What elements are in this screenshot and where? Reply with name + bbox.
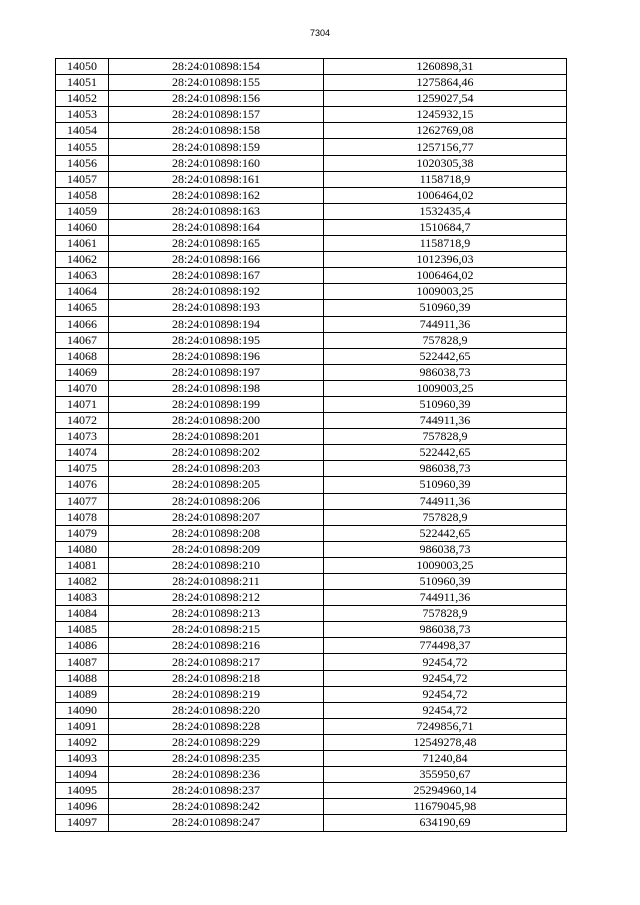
value-cell: 1009003,25	[324, 284, 567, 300]
table-row	[56, 541, 567, 557]
table-row	[56, 622, 567, 638]
value-cell: 1012396,03	[324, 252, 567, 268]
cadastral-number-cell: 28:24:010898:215	[109, 622, 324, 638]
value-cell: 1006464,02	[324, 187, 567, 203]
row-number-cell: 14078	[56, 509, 109, 525]
value-cell: 1009003,25	[324, 380, 567, 396]
cadastral-number-cell: 28:24:010898:201	[109, 429, 324, 445]
row-number-cell: 14050	[56, 59, 109, 75]
value-cell: 1006464,02	[324, 268, 567, 284]
cadastral-number-cell: 28:24:010898:206	[109, 493, 324, 509]
value-cell: 744911,36	[324, 590, 567, 606]
value-cell: 92454,72	[324, 670, 567, 686]
table-row	[56, 477, 567, 493]
row-number-cell: 14056	[56, 155, 109, 171]
table-row	[56, 686, 567, 702]
table-row	[56, 654, 567, 670]
value-cell: 1245932,15	[324, 107, 567, 123]
cadastral-number-cell: 28:24:010898:200	[109, 413, 324, 429]
cadastral-number-cell: 28:24:010898:235	[109, 751, 324, 767]
table-row	[56, 107, 567, 123]
value-cell: 522442,65	[324, 445, 567, 461]
cadastral-number-cell: 28:24:010898:229	[109, 734, 324, 750]
value-cell: 1020305,38	[324, 155, 567, 171]
value-cell: 355950,67	[324, 767, 567, 783]
row-number-cell: 14085	[56, 622, 109, 638]
row-number-cell: 14061	[56, 236, 109, 252]
value-cell: 757828,9	[324, 332, 567, 348]
cadastral-number-cell: 28:24:010898:212	[109, 590, 324, 606]
cadastral-number-cell: 28:24:010898:158	[109, 123, 324, 139]
row-number-cell: 14090	[56, 702, 109, 718]
table-row	[56, 252, 567, 268]
row-number-cell: 14093	[56, 751, 109, 767]
row-number-cell: 14084	[56, 606, 109, 622]
value-cell: 986038,73	[324, 461, 567, 477]
row-number-cell: 14057	[56, 171, 109, 187]
page-number: 7304	[309, 28, 331, 38]
row-number-cell: 14058	[56, 187, 109, 203]
row-number-cell: 14083	[56, 590, 109, 606]
row-number-cell: 14063	[56, 268, 109, 284]
value-cell: 744911,36	[324, 413, 567, 429]
row-number-cell: 14074	[56, 445, 109, 461]
value-cell: 510960,39	[324, 574, 567, 590]
table-row	[56, 332, 567, 348]
cadastral-number-cell: 28:24:010898:210	[109, 557, 324, 573]
cadastral-number-cell: 28:24:010898:205	[109, 477, 324, 493]
cadastral-number-cell: 28:24:010898:220	[109, 702, 324, 718]
cadastral-number-cell: 28:24:010898:211	[109, 574, 324, 590]
value-cell: 774498,37	[324, 638, 567, 654]
value-cell: 1158718,9	[324, 171, 567, 187]
row-number-cell: 14053	[56, 107, 109, 123]
value-cell: 1257156,77	[324, 139, 567, 155]
row-number-cell: 14072	[56, 413, 109, 429]
value-cell: 757828,9	[324, 606, 567, 622]
value-cell: 1260898,31	[324, 59, 567, 75]
row-number-cell: 14080	[56, 541, 109, 557]
cadastral-number-cell: 28:24:010898:157	[109, 107, 324, 123]
row-number-cell: 14076	[56, 477, 109, 493]
table-row	[56, 171, 567, 187]
cadastral-number-cell: 28:24:010898:163	[109, 203, 324, 219]
cadastral-number-cell: 28:24:010898:165	[109, 236, 324, 252]
cadastral-number-cell: 28:24:010898:167	[109, 268, 324, 284]
cadastral-number-cell: 28:24:010898:193	[109, 300, 324, 316]
value-cell: 1510684,7	[324, 219, 567, 235]
table-row	[56, 525, 567, 541]
registry-table	[55, 58, 567, 832]
cadastral-number-cell: 28:24:010898:194	[109, 316, 324, 332]
value-cell: 92454,72	[324, 686, 567, 702]
cadastral-number-cell: 28:24:010898:164	[109, 219, 324, 235]
cadastral-number-cell: 28:24:010898:160	[109, 155, 324, 171]
cadastral-number-cell: 28:24:010898:228	[109, 718, 324, 734]
value-cell: 1259027,54	[324, 91, 567, 107]
cadastral-number-cell: 28:24:010898:203	[109, 461, 324, 477]
cadastral-number-cell: 28:24:010898:198	[109, 380, 324, 396]
row-number-cell: 14097	[56, 815, 109, 831]
table-row	[56, 799, 567, 815]
table-row	[56, 767, 567, 783]
row-number-cell: 14087	[56, 654, 109, 670]
value-cell: 634190,69	[324, 815, 567, 831]
table-row	[56, 268, 567, 284]
cadastral-number-cell: 28:24:010898:217	[109, 654, 324, 670]
table-row	[56, 445, 567, 461]
cadastral-number-cell: 28:24:010898:237	[109, 783, 324, 799]
value-cell: 1275864,46	[324, 75, 567, 91]
cadastral-number-cell: 28:24:010898:195	[109, 332, 324, 348]
row-number-cell: 14064	[56, 284, 109, 300]
row-number-cell: 14075	[56, 461, 109, 477]
value-cell: 92454,72	[324, 654, 567, 670]
value-cell: 986038,73	[324, 541, 567, 557]
cadastral-number-cell: 28:24:010898:192	[109, 284, 324, 300]
table-row	[56, 670, 567, 686]
table-row	[56, 203, 567, 219]
value-cell: 1158718,9	[324, 236, 567, 252]
value-cell: 986038,73	[324, 622, 567, 638]
value-cell: 7249856,71	[324, 718, 567, 734]
cadastral-number-cell: 28:24:010898:242	[109, 799, 324, 815]
row-number-cell: 14065	[56, 300, 109, 316]
table-row	[56, 348, 567, 364]
cadastral-number-cell: 28:24:010898:218	[109, 670, 324, 686]
value-cell: 25294960,14	[324, 783, 567, 799]
cadastral-number-cell: 28:24:010898:202	[109, 445, 324, 461]
table-row	[56, 364, 567, 380]
row-number-cell: 14051	[56, 75, 109, 91]
value-cell: 522442,65	[324, 348, 567, 364]
cadastral-number-cell: 28:24:010898:159	[109, 139, 324, 155]
table-row	[56, 751, 567, 767]
row-number-cell: 14070	[56, 380, 109, 396]
table-row	[56, 429, 567, 445]
row-number-cell: 14060	[56, 219, 109, 235]
table-row	[56, 236, 567, 252]
cadastral-number-cell: 28:24:010898:166	[109, 252, 324, 268]
table-row	[56, 187, 567, 203]
table-row	[56, 284, 567, 300]
table-row	[56, 123, 567, 139]
table-row	[56, 139, 567, 155]
value-cell: 510960,39	[324, 300, 567, 316]
table-row	[56, 783, 567, 799]
table-row	[56, 734, 567, 750]
value-cell: 757828,9	[324, 429, 567, 445]
value-cell: 12549278,48	[324, 734, 567, 750]
cadastral-number-cell: 28:24:010898:156	[109, 91, 324, 107]
row-number-cell: 14092	[56, 734, 109, 750]
value-cell: 71240,84	[324, 751, 567, 767]
table-row	[56, 396, 567, 412]
row-number-cell: 14073	[56, 429, 109, 445]
cadastral-number-cell: 28:24:010898:247	[109, 815, 324, 831]
row-number-cell: 14081	[56, 557, 109, 573]
table-row	[56, 219, 567, 235]
table-row	[56, 557, 567, 573]
table-row	[56, 702, 567, 718]
row-number-cell: 14052	[56, 91, 109, 107]
row-number-cell: 14059	[56, 203, 109, 219]
cadastral-number-cell: 28:24:010898:213	[109, 606, 324, 622]
row-number-cell: 14079	[56, 525, 109, 541]
cadastral-number-cell: 28:24:010898:208	[109, 525, 324, 541]
table-row	[56, 316, 567, 332]
table-row	[56, 461, 567, 477]
table-row	[56, 638, 567, 654]
table-row	[56, 91, 567, 107]
value-cell: 510960,39	[324, 396, 567, 412]
cadastral-number-cell: 28:24:010898:199	[109, 396, 324, 412]
value-cell: 510960,39	[324, 477, 567, 493]
value-cell: 744911,36	[324, 493, 567, 509]
row-number-cell: 14068	[56, 348, 109, 364]
value-cell: 986038,73	[324, 364, 567, 380]
table-row	[56, 718, 567, 734]
row-number-cell: 14082	[56, 574, 109, 590]
cadastral-number-cell: 28:24:010898:216	[109, 638, 324, 654]
table-row	[56, 493, 567, 509]
table-row	[56, 155, 567, 171]
cadastral-number-cell: 28:24:010898:162	[109, 187, 324, 203]
value-cell: 522442,65	[324, 525, 567, 541]
cadastral-number-cell: 28:24:010898:154	[109, 59, 324, 75]
table-row	[56, 380, 567, 396]
row-number-cell: 14067	[56, 332, 109, 348]
cadastral-number-cell: 28:24:010898:219	[109, 686, 324, 702]
table-row	[56, 300, 567, 316]
row-number-cell: 14077	[56, 493, 109, 509]
row-number-cell: 14086	[56, 638, 109, 654]
registry-table-body	[56, 59, 567, 832]
row-number-cell: 14096	[56, 799, 109, 815]
table-row	[56, 815, 567, 831]
table-row	[56, 59, 567, 75]
row-number-cell: 14055	[56, 139, 109, 155]
value-cell: 1262769,08	[324, 123, 567, 139]
row-number-cell: 14091	[56, 718, 109, 734]
row-number-cell: 14066	[56, 316, 109, 332]
value-cell: 757828,9	[324, 509, 567, 525]
table-row	[56, 606, 567, 622]
table-row	[56, 75, 567, 91]
row-number-cell: 14089	[56, 686, 109, 702]
table-row	[56, 590, 567, 606]
table-row	[56, 509, 567, 525]
cadastral-number-cell: 28:24:010898:155	[109, 75, 324, 91]
cadastral-number-cell: 28:24:010898:197	[109, 364, 324, 380]
value-cell: 1009003,25	[324, 557, 567, 573]
row-number-cell: 14054	[56, 123, 109, 139]
value-cell: 11679045,98	[324, 799, 567, 815]
row-number-cell: 14095	[56, 783, 109, 799]
value-cell: 744911,36	[324, 316, 567, 332]
row-number-cell: 14062	[56, 252, 109, 268]
row-number-cell: 14088	[56, 670, 109, 686]
table-row	[56, 413, 567, 429]
cadastral-number-cell: 28:24:010898:196	[109, 348, 324, 364]
row-number-cell: 14071	[56, 396, 109, 412]
value-cell: 1532435,4	[324, 203, 567, 219]
cadastral-number-cell: 28:24:010898:209	[109, 541, 324, 557]
table-row	[56, 574, 567, 590]
value-cell: 92454,72	[324, 702, 567, 718]
row-number-cell: 14094	[56, 767, 109, 783]
cadastral-number-cell: 28:24:010898:207	[109, 509, 324, 525]
cadastral-number-cell: 28:24:010898:236	[109, 767, 324, 783]
cadastral-number-cell: 28:24:010898:161	[109, 171, 324, 187]
row-number-cell: 14069	[56, 364, 109, 380]
